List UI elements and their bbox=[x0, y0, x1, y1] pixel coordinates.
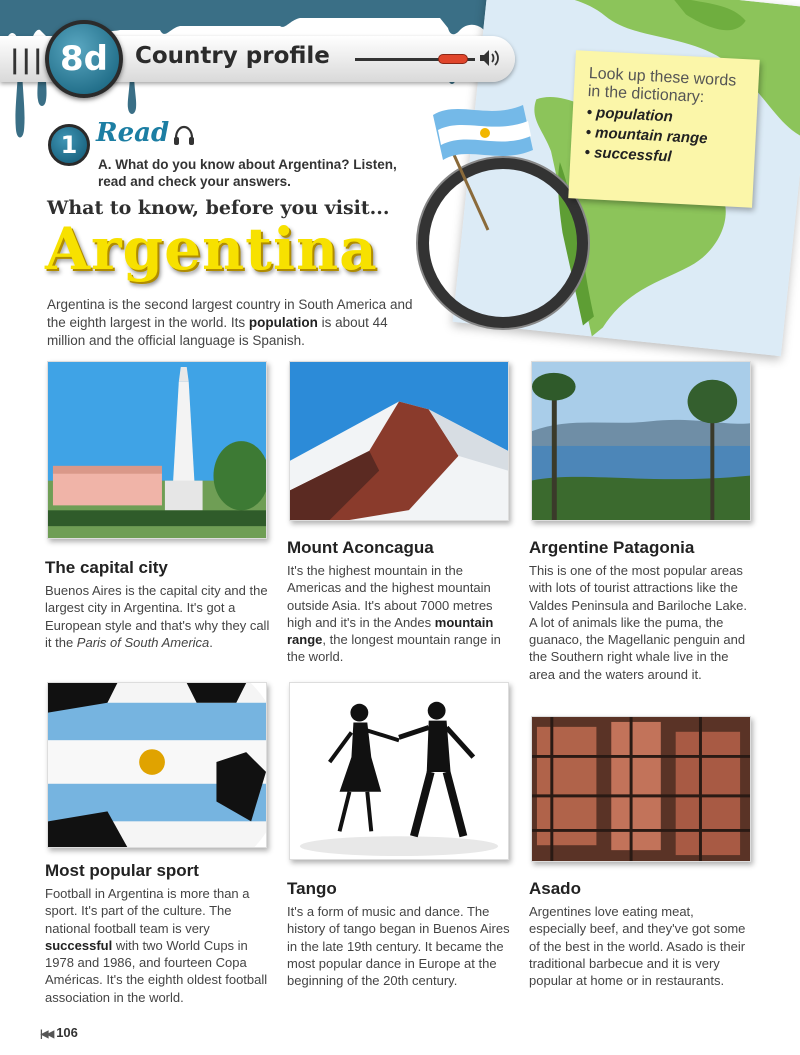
activity-title: Read bbox=[96, 118, 170, 148]
section-text-aconcagua: It's the highest mountain in the Americas and the highest mountain outside Asia. It's about 7000 metres high and it's in the Andes mountain range, the longest mountain range in the world. bbox=[287, 563, 501, 665]
mount-aconcagua-photo bbox=[289, 361, 509, 521]
section-text-capital: Buenos Aires is the capital city and the largest city in Argentina. It's got a European style and that's why they call it the Paris of South America. bbox=[45, 583, 270, 650]
patagonia-photo bbox=[531, 361, 751, 521]
audio-slider-knob[interactable] bbox=[438, 54, 468, 64]
vocabulary-note bbox=[568, 50, 759, 207]
section-title-capital: The capital city bbox=[45, 558, 168, 577]
back-arrows-icon[interactable]: |◀◀ bbox=[40, 1029, 53, 1040]
page-title: Country profile bbox=[135, 43, 330, 69]
section-text-asado: Argentines love eating meat, especially beef, and they've got some of the best in the world. Asado is their traditional barbecue and it is very popular at home or in restaurants. bbox=[529, 904, 746, 989]
article-title: Argentina bbox=[45, 215, 378, 283]
section-title-tango: Tango bbox=[287, 879, 337, 898]
tango-dancers-photo bbox=[289, 682, 509, 860]
note-word: • mountain range bbox=[585, 123, 708, 148]
vocab-population: population bbox=[248, 315, 318, 330]
football-flag-photo bbox=[47, 682, 267, 848]
page-number: |◀◀ 106 bbox=[40, 1025, 78, 1040]
section-text-patagonia: This is one of the most popular areas with lots of tourist attractions like the Valdes Peninsula and Bariloche Lake. A lot of animals like the puma, the guanaco, the Magellanic penguin and the Southern right whale live in the area and the waters around it. bbox=[529, 563, 748, 682]
speaker-icon[interactable] bbox=[478, 48, 500, 68]
asado-meat-photo bbox=[531, 716, 751, 862]
unit-number: 8d bbox=[60, 39, 108, 79]
section-text-sport: Football in Argentina is more than a sport. It's part of the culture. The national football team is very successful with two World Cups in 1978 and 1986, and fourteen Copa Américas. It's the eighth oldest football association in the world. bbox=[45, 886, 268, 1005]
activity-instructions: A. What do you know about Argentina? Listen, read and check your answers. bbox=[98, 157, 397, 189]
note-word-list bbox=[584, 103, 743, 171]
note-word: • successful bbox=[584, 143, 672, 166]
menu-bars-icon: ||| bbox=[10, 45, 45, 75]
vocab-mountain-range: mountain range bbox=[287, 614, 494, 648]
activity-number: 1 bbox=[60, 131, 78, 159]
article-subtitle: What to know, before you visit... bbox=[47, 197, 390, 219]
note-word: • population bbox=[586, 103, 674, 126]
section-title-aconcagua: Mount Aconcagua bbox=[287, 538, 434, 557]
section-title-asado: Asado bbox=[529, 879, 581, 898]
section-title-patagonia: Argentine Patagonia bbox=[529, 538, 695, 557]
section-text-tango: It's a form of music and dance. The history of tango began in Buenos Aires in the late 19th century. It became the most popular dance in Europe at the beginning of the 20th century. bbox=[287, 904, 510, 989]
intro-paragraph: Argentina is the second largest country in South America and the eighth largest in the world. Its population is about 44 million and the official language is Spanish. bbox=[47, 297, 413, 348]
vocab-successful: successful bbox=[45, 937, 113, 953]
headphones-icon[interactable] bbox=[172, 124, 196, 148]
section-title-sport: Most popular sport bbox=[45, 861, 199, 880]
paris-of-south-america: Paris of South America bbox=[76, 634, 210, 650]
argentina-flag-image bbox=[428, 95, 538, 235]
note-heading: Look up these words in the dictionary: bbox=[587, 65, 737, 107]
capital-city-photo bbox=[47, 361, 267, 539]
